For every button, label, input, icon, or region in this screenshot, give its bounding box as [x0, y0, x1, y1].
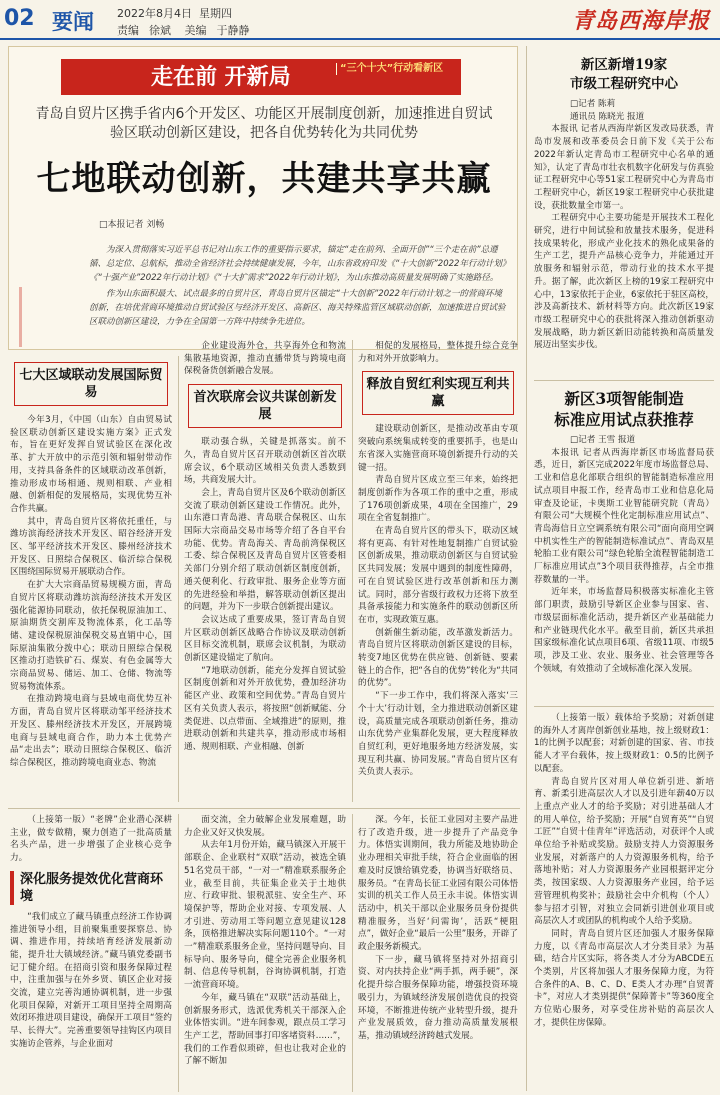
- subhead-dividend: 释放自贸红利实现互利共赢: [362, 371, 514, 415]
- continued-article-talent: [534, 712, 714, 1090]
- brief-smart-manufacturing: [534, 388, 714, 700]
- paragraph: 在扩大大宗商品贸易规模方面，青岛自贸片区将联动潍坊滨海经济技术开发区强化能源协同联动，依托保税原油加工、原油期货交割库及物流体系，化工品等储、建设保税原油保税交易直销中心，国际原油集散分拨中心；联动日照综合保税区推动打造铁矿石、煤炭、有色金属等大宗商品贸易、储运、加工、仓储、物流等贸易物流体系。: [10, 580, 172, 692]
- paragraph: 本报讯 记者从西海岸新区市场监督局获悉，近日，新区完成2022年度市场监督总局、工业和信息化部联合组织的智能制造标准应用试点项目申报工作，经青岛市工业和信息化局审查及论证，卡奥斯工业智能研究院（青岛）有限公司“大规模个性化定制标准应用试点”、青岛海信日立空调系统有限公司“面向商用空调中机实性生产的智能制造标准试点”、青岛双星轮胎工业有限公司“绿色轮胎全流程智能制造工厂标准应用试点”3个项目获得推荐，占全市推荐数量的一半。: [534, 447, 714, 585]
- column-divider: [352, 340, 353, 802]
- paragraph: “下一步工作中，我们将深入落实‘三个十大’行动计划，全力推进联动创新区建设，高质量完成各项联动创新任务，推动山东优势产业集群化发展，更大程度释放自贸红利，更好地服务地方经济发展，实现互利共赢、协同发展。”青岛自贸片区有关负责人表示。: [358, 691, 518, 778]
- brief-title: 新区3项智能制造: [564, 389, 684, 408]
- right-rail-divider: [526, 46, 527, 1091]
- lead-intro: [89, 243, 509, 329]
- paragraph: 今年3月，《中国（山东）自由贸易试验区联动创新区建设实施方案》正式发布，旨在更好发挥自贸试验区在深化改革、扩大开放中的示范引领和辐射带动作用，支持具备条件的区域联动改革创新，推动形成市场相通、规则相联、产业相融、创新相促的发展格局，实现优势互补合作共赢。: [10, 415, 172, 514]
- staff-credits: [117, 22, 260, 38]
- section-name: 要闻: [52, 9, 94, 34]
- paragraph: “7地联动创新，能充分发挥自贸试验区制度创新和对外开放优势，叠加经济功能区产业、政策和空间优势。”青岛自贸片区有关负责人表示，将按照“创新赋能、分类促进、以点带面、全域推进”的原则，推进联动创新和共建共享，推动形成市场相通、规则相联、产业相融、创新: [184, 665, 346, 752]
- subhead-service: 深化服务提效优化营商环境: [10, 871, 172, 905]
- paragraph: 会上，青岛自贸片区及6个联动创新区交流了联动创新区建设工作情况。此外，山东港口青岛港、青岛联合保税区、山东国际大宗商品交易市场等介绍了各自平台功能、优势。青岛海关、青岛前湾保税区工委、综合保税区及青岛自贸片区管委相关部门分别介绍了联动创新区制度创新，通关便利化、行政审批、服务企业等方面的先进经验和举措，解答联动创新区提出的问题，并为下一步联合创新提出建议。: [184, 487, 346, 613]
- paragraph: 在青岛自贸片区的带头下，联动区域将有更高、有针对性地复制推广自贸试验区创新成果，推动联动创新区与自贸试验区共同发展；发展中遇到的制度性障碍，可在自贸试验区进行改革创新和压力测试。同时，部分省级行政权力还将下放至具备承接能力和实施条件的联动创新区所在市，实现政策互惠。: [358, 526, 518, 625]
- editor-label: 责编: [117, 24, 139, 37]
- paragraph: 青岛自贸片区成立至三年来，始终把制度创新作为各项工作的重中之重，形成了176项创新成果，4项在全国推广，29项在全省复制推广。: [358, 475, 518, 524]
- column-divider: [178, 814, 179, 1092]
- lead-byline: □本报记者 刘畅: [99, 220, 165, 230]
- paragraph: “我们成立了藏马镇重点经济工作协调推进领导小组，目前聚集重要探察总、协调、推进作用，持续培育经济发展新动能，提升壮大镇域经济。”藏马镇党委副书记丁健介绍。在招商引资和服务保障过程中，注重加强与在外乡贤、镇区企业对接交流，建立完善沟通协调机制，进一步强化项目保障，对新开工项目坚持全周期高效闭环推进项目建设，确保开工项目“签约早、长得大”。完善重要领导挂钩区内项目实施访企管养，与企业面对: [10, 911, 172, 1049]
- subhead-trade: 七大区域联动发展国际贸易: [14, 362, 168, 406]
- paragraph: 联动强合纵，关键是抓落实。前不久，青岛自贸片区召开联动创新区首次联席会议，6个联动区域相关负责人悉数到场，共商发展大计。: [184, 437, 346, 486]
- paragraph: 创新催生新动能，改革激发新活力。青岛自贸片区将联动创新区建设的目标，转变7地区优势在供应链、创新链、要素链上的合作，把“各自的优势”转化为“共同的优势”。: [358, 627, 518, 689]
- column-divider: [352, 814, 353, 1092]
- article-column-1: [10, 356, 172, 802]
- paragraph: 工程研究中心主要功能是开展技术工程化研究，进行中间试验和放量技术服务，促进科技成果转化，形成产业化技术的熟化成果备的生产工艺，提升产品核心竞争力，并能通过开放服务和辐射示范，带动行业的技术水平提升。据了解，此次新区上榜的19家工程研究中心中，13家依托于企业，6家依托于驻区高校，涉及高新技术、新材料等方向。此次新区19家市级工程研究中心的获批将深入推动创新驱动发展战略，助力新区新旧动能转换和高质量发展迈出坚实步伐。: [534, 213, 714, 351]
- brief-byline: 通讯员 陈晓光 报道: [570, 111, 645, 122]
- brief-title: 市级工程研究中心: [570, 76, 678, 92]
- paragraph: 本报讯 记者从西海岸新区发改局获悉，青岛市发展和改革委员会日前下发《关于公布2022年新认定青岛市工程研究中心名单的通知》，认定了青岛市壮衣机数字化研发与仿真验证工程研究中心等51家工程研究中心为青岛市工程研究中心，新区19家工程研究中心获批建设，获批数量全市第一。: [534, 124, 714, 211]
- column-divider: [178, 356, 179, 802]
- intro-paragraph: 为深入贯彻落实习近平总书记对山东工作的重要指示要求，锚定“走在前列、全面开创”“三个走在前”总遵循、总定位、总航标，推动全省经济社会持续健康发展，今年，山东省政府印发《“十大创新”2022年行动计划》《“十强产业”2022年行动计划》《“十大扩需求”2022年行动计划》，为山东推动高质量发展明确了实施路径。: [89, 245, 507, 283]
- brief-byline: □记者 王雪 报道: [570, 435, 636, 445]
- banner-tag: “三个十大”行动看新区: [336, 63, 443, 75]
- brief-byline: □记者 陈莉: [570, 99, 616, 109]
- lead-deck: 青岛自贸片区携手省内6个开发区、功能区开展制度创新，加速推进自贸试验区联动创新区建设，把各自优势转化为共同优势: [35, 106, 493, 141]
- section-divider: [534, 380, 714, 381]
- paragraph: 建设联动创新区，是推动改革由专项突破向系统集成转变的重要抓手，也是山东省深入实施营商环境创新提升行动的关键一招。: [358, 424, 518, 473]
- continued-article-column-3: [358, 814, 518, 1092]
- date: 2022年8月4日: [117, 7, 192, 20]
- section-divider: [534, 706, 714, 707]
- issue-date: [117, 5, 232, 21]
- brief-engineering-centers: [534, 56, 714, 376]
- brief-title: 新区新增19家: [580, 57, 668, 73]
- masthead: [0, 0, 720, 40]
- continued-article-column-2: [184, 814, 346, 1092]
- paragraph: 今年，藏马镇在“双联”活动基础上，创新服务形式，选派优秀机关干部深入企业体悟实训。“进车间参观，跟点员工学习生产工艺，帮助回事打印客堵资料……”，我们的工作看似琐碎，但也让我对企业的了解不断加: [184, 992, 346, 1067]
- paragraph: 青岛自贸片区对用人单位新引进、新培育、新柔引进高层次人才以及引进年薪40万以上重点产业人才的给予奖励；对引进基础人才的用人单位，给予奖励；开展“自贸育英”“自贸工匠”“自贸十佳青年”评选活动，对获评个人或单位给予补贴或奖励。鼓励支持人力资源服务业发展，对新落户的人力资源服务机构，给予落地补贴；对人力资源服务产业园根据评定分类，按国家级、人力资源服务产业园，给予运营管理机构奖补；鼓励社会中介机构（个人）参与招才引智，对独立会同新引进创业项目或高层次人才或团队的机构或个人给予奖励。: [534, 776, 714, 927]
- intro-paragraph: 作为山东面积最大、试点最多的自贸片区，青岛自贸片区锚定“十大创新”2022年行动计划之一的营商环境创新，在培优营商环境推动自贸试验区与经济开发区、高新区、海关特殊监管区域联动创新，加速推进自贸试验区联动创新区建设，力争在全国第一方阵中持续争先进位。: [89, 289, 506, 327]
- paragraph: 下一步，藏马镇将坚持对外招商引资、对内扶持企业“两手抓，两手硬”，深化提升综合服务保障功能，增强投资环境吸引力，为镇域经济发展创造优良的投资环境，不断推进传统产业转型升级，提升产业发展质效，奋力推动高质量发展根基，推动镇域经济跨越式发展。: [358, 954, 518, 1041]
- designer-name: 于静静: [216, 24, 250, 37]
- paragraph: （上接第一版）载体给予奖励；对新创建的海外人才离岸创新创业基地，按上级财政1：1的比例予以配套；对新创建的国家、省、市技能人才平台载体，按上级财政1：0.5的比例予以配套。: [534, 713, 714, 774]
- paragraph: 相促的发展格局，整体提升综合竞争力和对外开放影响力。: [358, 341, 518, 364]
- paragraph: 同时，青岛自贸片区还加强人才服务保障力度，以《青岛市高层次人才分类目录》为基础，结合片区实际，将各类人才分为ABCDE五个类别，片区将加强人才服务保障力度，为符合条件的A、B、C、D、E类人才办理“自贸菁卡”，对应人才类别提供“保障菁卡”等360度全方位贴心服务，对享受住房补贴的高层次人才，提供住房保障。: [534, 928, 714, 1028]
- lead-story: [8, 46, 518, 350]
- lead-headline: 七地联动创新，共建共享共赢: [36, 159, 492, 199]
- editor-name: 徐斌: [149, 24, 171, 37]
- paragraph: 近年来，市场监督局积极落实标准化主管部门职责，鼓励引导新区企业参与国家、省、市级层面标准化活动，提升新区产业基础能力和产业链现代化水平。截至目前，新区共承担国家级标准化试点项目6项、省级11项、市级5项，涉及工业、农业、服务业、社会管理等各个领域，有效推动了全域标准化深入发展。: [534, 587, 714, 674]
- weekday: 星期四: [199, 7, 232, 20]
- article-column-3: [358, 340, 518, 802]
- designer-label: 美编: [184, 24, 207, 37]
- paragraph: 在推动跨境电商与县域电商优势互补方面，青岛自贸片区将联动邹平经济技术开发区、滕州经济技术开发区，开展跨境电商与县域电商合作，助力本土优势产品“走出去”；联动日照综合保税区、临沂综合保税区，推动跨境电商业态、物流: [10, 694, 172, 768]
- paragraph: 企业建设海外仓，共享海外仓和物流集散基地资源，推动直播带货与跨境电商保税备货创新融合发展。: [184, 341, 346, 377]
- article-column-2: [184, 340, 346, 802]
- paragraph: （上接第一版）“老牌”企业潜心深耕主业，做专做精，聚力创造了一批高质量名头产品，进一步增强了企业核心竞争力。: [10, 815, 172, 864]
- paragraph: 会议达成了重要成果，签订青岛自贸片区联动创新区战略合作协议及联动创新区目标交流机制，联席会议机制，为联动创新区建设锚定了航向。: [184, 614, 346, 664]
- continued-article-column-1: [10, 814, 172, 1092]
- page-number: 02: [4, 6, 35, 31]
- newspaper-logo: 青岛西海岸报: [571, 8, 710, 34]
- column-banner: 走在前 开新局: [61, 59, 461, 95]
- paragraph: 从去年1月份开始，藏马镇深入开展干部联企、企业联村“双联”活动，被选全镇51名党员干部，“一对一”精准联系服务企业，截至目前，共征集企业关于土地供应、行政审批、银税派驻、安全生产、环境保护等，帮助企业对接、专项发展、人才引进、劳动用工等问题立意见建议128条，顶格推进解决实际问题110个。“一对一”精准联系服务企业，坚持问题导向、目标导向、服务导向，健全完善企业服务机制、信息传导机制，谷询协调机制，打造一流营商环境。: [184, 840, 346, 991]
- decorative-bar: [19, 287, 59, 347]
- section-divider: [8, 808, 520, 809]
- brief-title: 标准应用试点获推荐: [554, 410, 694, 429]
- paragraph: 其中，青岛自贸片区将依托重任，与潍坊滨海经济技术开发区、昭谷经济开发区、邹平经济技术开发区、滕州经济技术开发区、日照综合保税区、临沂综合保税区围绕国际贸易开展联动合作。: [10, 516, 172, 578]
- subhead-meeting: 首次联席会议共谋创新发展: [188, 384, 342, 428]
- paragraph: 面交流，全力破解企业发展难题，助力企业又好又快发展。: [184, 815, 346, 838]
- paragraph: 深。今年，长征工业园对主要产品进行了改造升级，进一步提升了产品竞争力。体悟实训期间，我力所能及地协助企业办理相关审批手续，符合企业面临的困难及时反馈给镇党委，协调当好联络员、服务员。“在青岛长征工业园有限公司体悟实训的机关工作人员王永丰说。体悟实训活动中，机关干部以企业服务员身份提供精准服务，当好‘问需询’，活跃“梗阻点”，做好企业“最后一公里”服务，开辟了政企服务新模式。: [358, 815, 518, 953]
